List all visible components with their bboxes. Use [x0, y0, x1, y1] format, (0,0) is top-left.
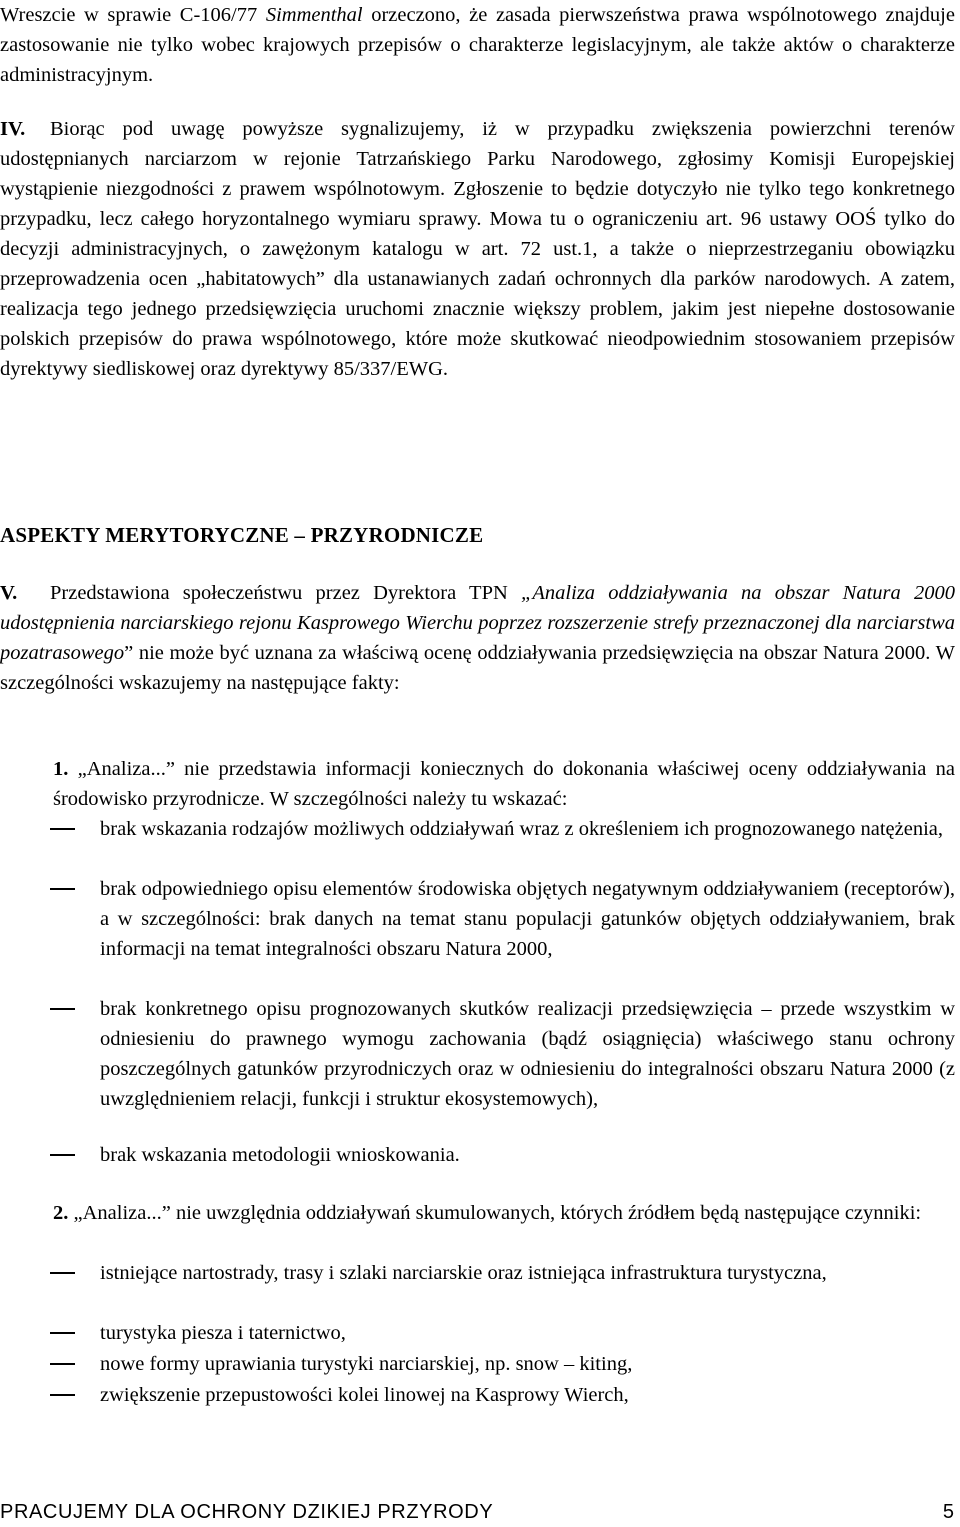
section-iv	[0, 114, 955, 384]
list-item	[100, 1258, 955, 1288]
point-1-number: 1.	[53, 758, 69, 780]
point-2-text: „Analiza...” nie uwzględnia oddziaływań skumulowanych, których źródłem będą następujące czynniki:	[68, 1202, 922, 1224]
dash-bullet	[50, 1008, 75, 1010]
list-item-text: brak wskazania metodologii wnioskowania.	[100, 1144, 460, 1166]
list-item-text: brak wskazania rodzajów możliwych oddziaływań wraz z określeniem ich prognozowanego natężenia,	[100, 818, 944, 840]
list-item-text: turystyka piesza i taternictwo,	[100, 1322, 346, 1344]
point-2	[53, 1198, 955, 1228]
point-2-number: 2.	[53, 1202, 69, 1224]
section-iv-number: IV.	[0, 118, 26, 140]
list-item-text: istniejące nartostrady, trasy i szlaki narciarskie oraz istniejąca infrastruktura turystyczna,	[100, 1262, 827, 1284]
list-item-text: brak odpowiedniego opisu elementów środowiska objętych negatywnym oddziaływaniem (receptorów), a w szczególności: brak danych na temat stanu populacji gatunków objętych oddziaływaniem, brak informacji na temat integralności obszaru Natura 2000,	[100, 878, 955, 960]
case-name: Simmenthal	[265, 4, 363, 26]
list-item-text: brak konkretnego opisu prognozowanych skutków realizacji przedsięwzięcia – przede wszystkim w odniesieniu do prawnego wymogu zachowania (bądź osiągnięcia) właściwego stanu ochrony poszczególnych gatunków przyrodniczych oraz w odniesieniu do integralności obszaru Natura 2000 (z uwzględnieniem relacji, funkcji i struktur ekosystemowych),	[100, 998, 955, 1110]
dash-bullet	[50, 1154, 75, 1156]
section-v-number: V.	[0, 582, 18, 604]
dash-bullet	[50, 1332, 75, 1334]
list-item	[100, 1318, 955, 1348]
section-v-text-start: Przedstawiona społeczeństwu przez Dyrektora TPN	[50, 582, 521, 604]
section-heading: ASPEKTY MERYTORYCZNE – PRZYRODNICZE	[0, 523, 484, 547]
point-1	[53, 754, 955, 814]
list-item-text: nowe formy uprawiania turystyki narciarskiej, np. snow – kiting,	[100, 1353, 633, 1375]
list-item	[100, 1349, 955, 1379]
section-iv-text: Biorąc pod uwagę powyższe sygnalizujemy, iż w przypadku zwiększenia powierzchni terenów udostępnianych narciarzom w rejonie Tatrzańskiego Parku Narodowego, zgłosimy Komisji Europejskiej wystąpienie niezgodności z prawem wspólnotowym. Zgłoszenie to będzie dotyczyło nie tylko tego konkretnego przypadku, lecz całego horyzontalnego wymiaru sprawy. Mowa tu o ograniczeniu art. 96 ustawy OOŚ tylko do decyzji administracyjnych, o zawężonym katalogu w art. 72 ust.1, a także o nieprzestrzeganiu obowiązku przeprowadzenia ocen „habitatowych” dla ustanawianych zadań ochronnych dla parków narodowych. A zatem, realizacja tego jednego przedsięwzięcia uruchomi znacznie większy problem, jakim jest niepełne dostosowanie polskich przepisów do prawa wspólnotowego, które może skutkować nieodpowiednim stosowaniem przepisów dyrektywy siedliskowej oraz dyrektywy 85/337/EWG.	[0, 118, 955, 380]
page-number: 5	[942, 1501, 954, 1523]
dash-bullet	[50, 1363, 75, 1365]
list-item	[100, 814, 955, 844]
intro-text-start: Wreszcie w sprawie C-106/77	[0, 4, 266, 26]
section-v	[0, 578, 955, 698]
intro-paragraph	[0, 0, 955, 90]
list-item	[100, 994, 955, 1114]
dash-bullet	[50, 1272, 75, 1274]
list-item	[100, 874, 955, 964]
list-item	[100, 1380, 955, 1410]
dash-bullet	[50, 1394, 75, 1396]
dash-bullet	[50, 828, 75, 830]
list-item	[100, 1140, 955, 1170]
dash-bullet	[50, 888, 75, 890]
analysis-title: „Analiza oddziaływania na obszar Natura 2000 udostępnienia narciarskiego rejonu Kasprowego Wierchu poprzez rozszerzenie strefy przeznaczonej dla narciarstwa pozatrasowego	[0, 582, 955, 664]
point-1-text: „Analiza...” nie przedstawia informacji koniecznych do dokonania właściwej oceny oddziaływania na środowisko przyrodnicze. W szczególności należy tu wskazać:	[53, 758, 955, 810]
intro-text-end: orzeczono, że zasada pierwszeństwa prawa wspólnotowego znajduje zastosowanie nie tylko wobec krajowych przepisów o charakterze legislacyjnym, ale także aktów o charakterze administracyjnym.	[0, 4, 955, 86]
section-v-text-end: ” nie może być uznana za właściwą ocenę oddziaływania przedsięwzięcia na obszar Natura 2000. W szczególności wskazujemy na następujące fakty:	[0, 642, 955, 694]
list-item-text: zwiększenie przepustowości kolei linowej na Kasprowy Wierch,	[100, 1384, 629, 1406]
footer-org: PRACUJEMY DLA OCHRONY DZIKIEJ PRZYRODY	[0, 1501, 494, 1523]
